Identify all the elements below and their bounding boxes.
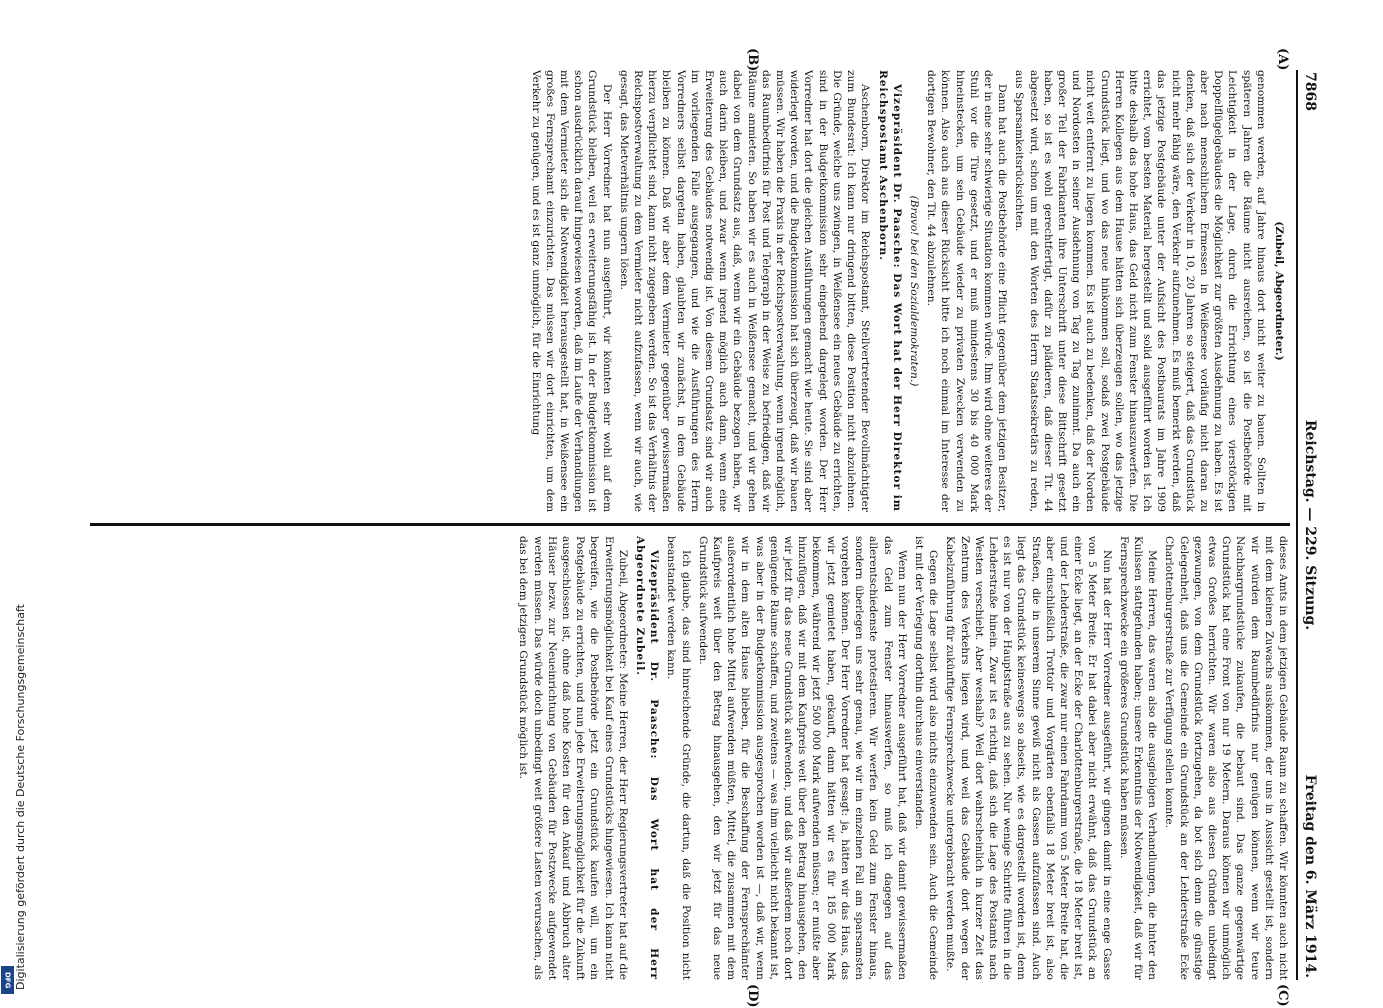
session-title: Reichstag. — 229. Sitzung.: [1302, 419, 1318, 631]
scanned-page: [75, 48, 1320, 1008]
applause-note: (Bravo! bei den Sozialdemokraten.): [907, 195, 920, 387]
chair-intro: Vizepräsident Dr. Paasche: Das Wort hat der Herr Abgeordnete Zubeil.: [634, 536, 661, 980]
margin-marker-c: (C): [1275, 984, 1290, 1007]
margin-marker-d: (D): [745, 984, 760, 1008]
paragraph: genommen werden, auf Jahre hinaus dort nicht weiter zu bauen. Sollten in späteren Jahren die Räume nicht ausreichen, so ist die Postbehörde mit Leichtigkeit in der Lage, durch die Errichtung eines vierstöckigen Doppelflügelgebäudes die Möglichkeit zur größten Ausdehnung zu haben. Es ist aber nach menschlichem Ermessen in Weißensee vorläufig nicht daran zu denken, daß sich der Verkehr in 10, 20 Jahren so steigert, daß das Grundstück nicht mehr fähig wäre, den Verkehr aufzunehmen. Es muß bemerkt werden, daß das jetzige Postgebäude unter der Aufsicht des Postbaurats im Jahre 1909 errichtet, vom besten Material hergestellt und solid ausgeführt worden ist. Ich bitte deshalb das hohe Haus, das Geld nicht zum Fenster hinauszuwerfen. Die Herren Kollegen aus dem Hause hätten sich überzeugen sollen, wo das jetzige Grundstück liegt, und wo das neue hinkommen soll, sodaß zwei Postgebäude nicht weit entfernt zu liegen kommen. Es ist auch zu bedenken, daß der Norden und Nordosten in seiner Ausdehnung von Tag zu Tag zunimmt. Da auch ein großer Teil der Fabrikanten ihre Unterschrift unter diese Bittschrift gesetzt haben, so ist es wohl gerechtfertigt, dafür zu plädieren, daß dieser Tit. 44 abgesetzt wird, schon um mit den Worten des Herrn Staatssekretärs zu reden, aus Sparsamkeitsrücksichten.: [1013, 70, 1267, 512]
paragraph: Gegen die Lage selbst wird also nichts einzuwenden sein. Auch die Gemeinde ist mit der Verlegung dorthin durchaus einverstanden.: [912, 536, 940, 980]
paragraph: Dann hat auch die Postbehörde eine Pflicht gegenüber dem jetzigen Besitzer, der in eine sehr schwierige Situation kommen würde. Ihm wird ohne weiteres der Stuhl vor die Türe gesetzt, und er muß mindestens 30 bis 40 000 Mark hineinstecken, um sein Gebäude wieder zu privaten Zwecken verwenden zu können. Also auch aus dieser Rücksicht bitte ich noch einmal im Interesse der dortigen Bewohner, den Tit. 44 abzulehnen.: [925, 70, 1009, 512]
speaker-tag: (Zubeil, Abgeordneter.): [1273, 221, 1285, 361]
right-column: [90, 536, 1290, 980]
paragraph: Zubeil, Abgeordneter: Meine Herren, der Herr Regierungsvertreter hat auf die Erweiterungsmöglichkeit bei Kauf eines Grundstücks hingewiesen. Ich kann nicht begreifen, wie die Postbehörde jetzt ein Grundstück kaufen will, um ein Postgebäude zu errichten, und nun jede Erweiterungsmöglichkeit für die Zukunft ausgeschlossen ist, ohne daß hohe Kosten für den Ankauf und Abbruch alter Häuser bezw. zur Neueinrichtung von Gebäuden für Postzwecke aufgewendet werden müssen. Das würde doch unbedingt weit größere Lasten verursachen, als das bei dem jetzigen Grundstück möglich ist.: [517, 536, 629, 980]
paragraph: Ich glaube, das sind hinreichende Gründe, die dartun, daß die Position nicht beanstandet werden kann.: [665, 536, 692, 980]
paragraph: Der Herr Vorredner hat nun ausgeführt, wir könnten sehr wohl auf dem Grundstück bleiben, weil es erweiterungsfähig ist. In der Budgetkommission ist schon ausdrücklich darauf hingewiesen worden, daß im Laufe der Verhandlungen mit dem Vermieter sich die Notwendigkeit herausgestellt hat, in Weißensee ein großes Fernsprechamt einzurichten. Das müssen wir dort einrichten, um dem Verkehr zu genügen, und es ist ganz unmöglich, für die Einrichtung: [529, 70, 613, 512]
session-date: Freitag den 6. März 1914.: [1302, 774, 1318, 978]
column-divider: [90, 523, 1290, 526]
paragraph: dieses Amts in dem jetzigen Gebäude Raum zu schaffen. Wir könnten auch nicht mit dem kleinen Zuwachs auskommen, der uns in Aussicht gestellt ist, sondern wir würden dem Raumbedürfnis nur genügen können, wenn wir teure Nachbargrundstücke zukaufen, die bebaut sind. Das ganze gegenwärtige Grundstück hat eine Front von nur 19 Metern. Daraus können wir unmöglich etwas Großes herrichten. Wir waren also aus diesen Gründen unbedingt gezwungen, von dem Grundstück fortzugehen, da bot sich denn die günstige Gelegenheit, daß uns die Gemeinde ein Grundstück an der Lehderstraße Ecke Charlottenburgerstraße zur Verfügung stellen konnte.: [1163, 536, 1289, 980]
margin-marker-b: (B): [745, 48, 760, 72]
chair-intro: Vizepräsident Dr. Paasche: Das Wort hat der Herr Direktor im Reichspostamt Aschenborn.: [876, 70, 903, 512]
page-header: [1296, 70, 1320, 980]
funding-note: Digitalisierung gefördert durch die Deutsche Forschungsgemeinschaft: [14, 604, 27, 990]
margin-marker-a: (A): [1275, 48, 1290, 71]
paragraph: Nun hat der Herr Vorredner ausgeführt, wir gingen damit in eine enge Gasse von 5 Meter Breite. Er hat dabei aber nicht erwähnt, daß das Grundstück an einer Ecke liegt, an der Ecke der Charlottenburgerstraße, die 18 Meter breit ist, und der Lehderstraße, die zwar nur einen Fahrdamm von 5 Meter Breite hat, die aber einschließlich Trottoir und Vorgärten ebenfalls 18 Meter breit ist, also Straßen, die in unserem Sinne gewiß nicht als Gassen aufzufassen sind. Auch liegt das Grundstück keineswegs so abseits, wie es dargestellt worden ist, denn es ist nur von der Hauptstraße aus zu sehen. Nur wenige Schritte führen in die Lehderstraße hinein. Zwar ist es richtig, daß sich die Lage des Postamts nach Westen verschiebt. Aber weshalb? Weil dort wahrscheinlich in kurzer Zeit das Zentrum des Verkehrs liegen wird, und weil das Gebäude dort wegen der Kabelzuführung für zukünftige Fernsprechzwecke untergebracht werden mußte.: [944, 536, 1113, 980]
left-column: [90, 70, 1290, 512]
paragraph: Wenn nun der Herr Vorredner ausgeführt hat, daß wir damit gewissermaßen das Geld zum Fenster hinauswerfen, so muß ich dagegen auf das allerentschiedenste protestieren. Wir werfen kein Geld zum Fenster hinaus, sondern überlegen uns sehr genau, wie wir im einzelnen Fall am sparsamsten vorgehen können. Der Herr Vorredner hat gesagt: ja, hätten wir das Haus, das wir jetzt gemietet haben, gekauft, dann hätten wir es für 185 000 Mark bekommen, während wir jetzt 500 000 Mark aufwenden müssen; er mußte aber hinzufügen, daß wir mit dem Kaufpreis weit über den Betrag hinausgehen, den wir jetzt für das neue Grundstück aufwenden, und daß wir außerdem noch dort genügende Räume schaffen, und zweitens — was ihm vielleicht nicht bekannt ist, was aber in der Budgetkommission ausgesprochen worden ist —, daß wir, wenn wir in dem alten Hause blieben, für die Beschaffung der Fernsprechämter außerordentlich hohe Mittel aufwenden müßten, Mittel, die zusammen mit dem Kaufpreis weit über den Betrag hinausgehen, den wir jetzt für das neue Grundstück aufwenden.: [696, 536, 908, 980]
page-number: 7868: [1302, 72, 1318, 111]
paragraph: Aschenborn, Direktor im Reichspostamt, Stellvertretender Bevollmächtigter zum Bundesrat: Ich kann nur dringend bitten, diese Position nicht abzulehnen. Die Gründe, welche uns zwingen, in Weißensee ein neues Gebäude zu errichten, sind in der Budgetkommission sehr eingehend dargelegt worden. Der Herr Vorredner hat dort die gleichen Ausführungen gemacht wie heute. Sie sind aber widerlegt worden, und die Budgetkommission hat sich überzeugt, daß wir bauen müssen. Wir haben die Praxis in der Reichspostverwaltung, wenn irgend möglich, das Raumbedürfnis für Post und Telegraph in der Weise zu befriedigen, daß wir Räume anmieten. So haben wir es auch in Weißensee gemacht, und wir gehen dabei von dem Grundsatz aus, daß, wenn wir ein Gebäude bezogen haben, wir auch darin bleiben, und zwar wenn irgend möglich auch dann, wenn eine Erweiterung des Gebäudes notwendig ist. Von diesem Grundsatz sind wir auch im vorliegenden Falle ausgegangen, und wie die Ausführungen des Herrn Vorredners selbst dargetan haben, glaubten wir zunächst, in dem Gebäude bleiben zu können. Daß wir aber dem Vermieter gegenüber gewissermaßen hierzu verpflichtet sind, kann nicht zugegeben werden. So ist das Verhältnis der Reichspostverwaltung zu dem Vermieter nicht aufzufassen, wenn wir auch, wie gesagt, das Mietverhältnis ungern lösen.: [617, 70, 872, 512]
paragraph: Meine Herren, das waren also die ausgiebigen Verhandlungen, die hinter den Kulissen stattgefunden haben; unsere Erkenntnis der Notwendigkeit, daß wir für Fernsprechzwecke ein größeres Grundstück haben müssen.: [1117, 536, 1159, 980]
dfg-logo: DFG: [1, 966, 14, 994]
funding-sidebar: [0, 0, 27, 1000]
